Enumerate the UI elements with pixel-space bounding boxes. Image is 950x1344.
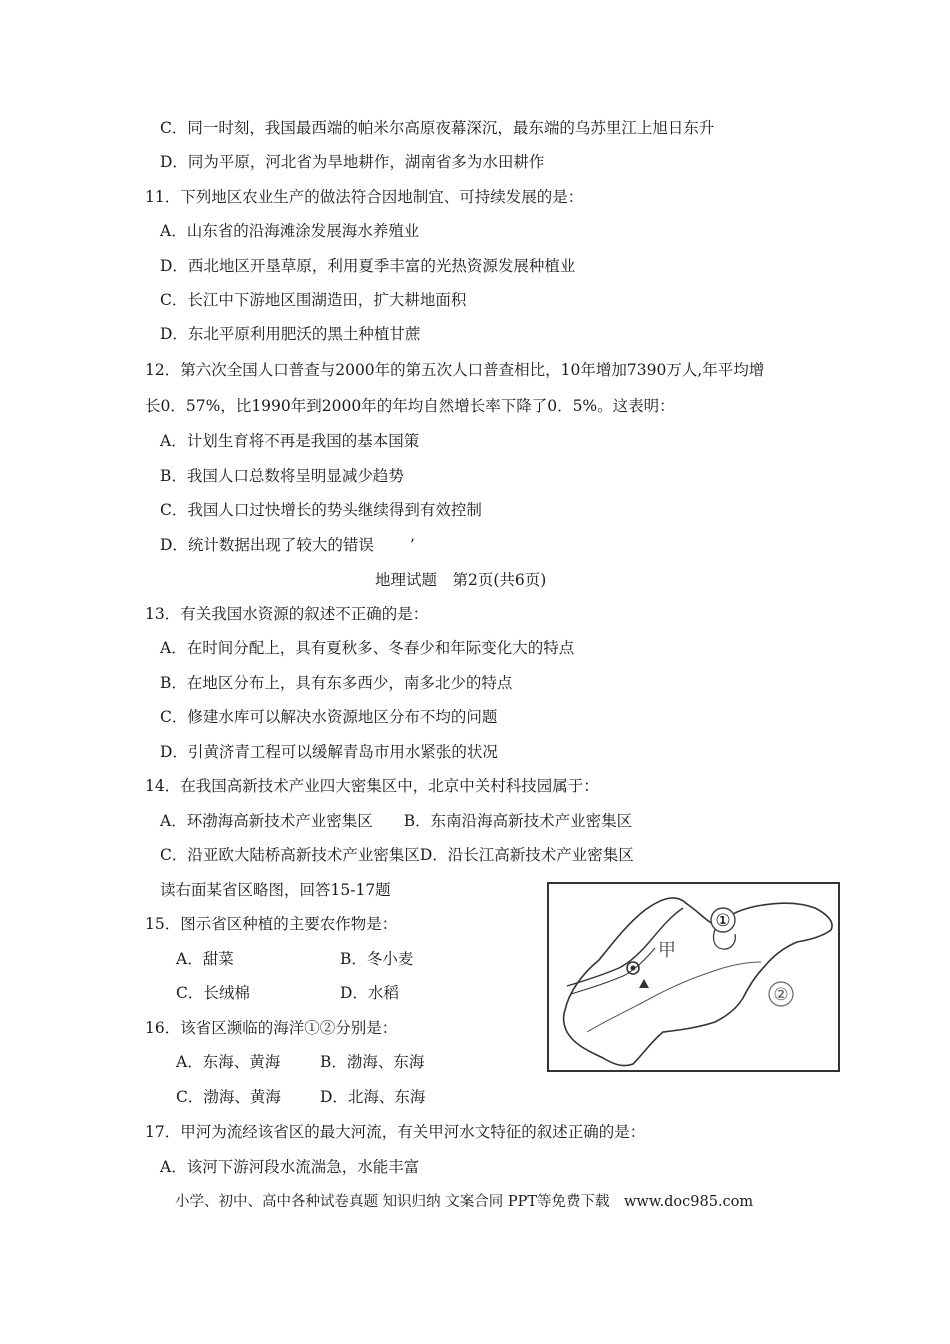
- option: A．山东省的沿海滩涂发展海水养殖业: [160, 222, 420, 240]
- option: D．西北地区开垦草原，利用夏季丰富的光热资源发展种植业: [160, 257, 576, 275]
- question-12-cont: 长0．57%，比1990年到2000年的年均自然增长率下降了0．5%。这表明：: [145, 397, 675, 415]
- province-map: [547, 882, 840, 1072]
- option: D．北海、东海: [320, 1088, 426, 1106]
- option: B．渤海、东海: [320, 1053, 425, 1071]
- question-15: 15．图示省区种植的主要农作物是：: [145, 915, 398, 933]
- option: A．在时间分配上，具有夏秋多、冬春少和年际变化大的特点: [160, 639, 575, 657]
- option: A．环渤海高新技术产业密集区 B．东南沿海高新技术产业密集区: [160, 812, 633, 830]
- option: A．该河下游河段水流湍急，水能丰富: [160, 1158, 420, 1176]
- question-13: 13．有关我国水资源的叙述不正确的是：: [145, 605, 429, 623]
- option: B．冬小麦: [340, 950, 414, 968]
- option: D．东北平原利用肥沃的黑土种植甘蔗: [160, 325, 421, 343]
- text-line: D．同为平原，河北省为旱地耕作，湖南省多为水田耕作: [160, 153, 545, 171]
- question-12: 12．第六次全国人口普查与2000年的第五次人口普查相比，10年增加7390万人,年平均增: [145, 361, 765, 379]
- sea2-label: ②: [773, 985, 789, 1005]
- page-footer-label: 地理试题 第2页(共6页): [375, 571, 547, 589]
- option: C．我国人口过快增长的势头继续得到有效控制: [160, 501, 482, 519]
- option: B．我国人口总数将呈明显减少趋势: [160, 467, 404, 485]
- question-17: 17．甲河为流经该省区的最大河流，有关甲河水文特征的叙述正确的是：: [145, 1123, 646, 1141]
- reading-instruction: 读右面某省区略图，回答15-17题: [160, 881, 391, 899]
- option: C．长绒棉: [176, 984, 250, 1002]
- question-11: 11．下列地区农业生产的做法符合因地制宜、可持续发展的是：: [145, 188, 584, 206]
- option: C．长江中下游地区围湖造田，扩大耕地面积: [160, 291, 467, 309]
- option: C．修建水库可以解决水资源地区分布不均的问题: [160, 708, 498, 726]
- option: D．引黄济青工程可以缓解青岛市用水紧张的状况: [160, 743, 498, 761]
- option: B．在地区分布上，具有东多西少，南多北少的特点: [160, 674, 513, 692]
- option: A．甜菜: [176, 950, 234, 968]
- option: D．水稻: [340, 984, 399, 1002]
- text-line: C．同一时刻，我国最西端的帕米尔高原夜幕深沉，最东端的乌苏里江上旭日东升: [160, 119, 715, 137]
- option: C．沿亚欧大陆桥高新技术产业密集区D．沿长江高新技术产业密集区: [160, 846, 634, 864]
- option: A．东海、黄海: [176, 1053, 281, 1071]
- option: D．统计数据出现了较大的错误 ’: [160, 536, 415, 554]
- option: C．渤海、黄海: [176, 1088, 281, 1106]
- river-jia-label: 甲: [658, 940, 676, 961]
- site-footer: 小学、初中、高中各种试卷真题 知识归纳 文案合同 PPT等免费下载 www.doc985.com: [175, 1194, 754, 1210]
- question-14: 14．在我国高新技术产业四大密集区中，北京中关村科技园属于：: [145, 777, 599, 795]
- map-frame: [548, 883, 839, 1071]
- option: A．计划生育将不再是我国的基本国策: [160, 432, 420, 450]
- question-16: 16．该省区濒临的海洋①②分别是：: [145, 1019, 398, 1037]
- sea1-label: ①: [715, 911, 731, 931]
